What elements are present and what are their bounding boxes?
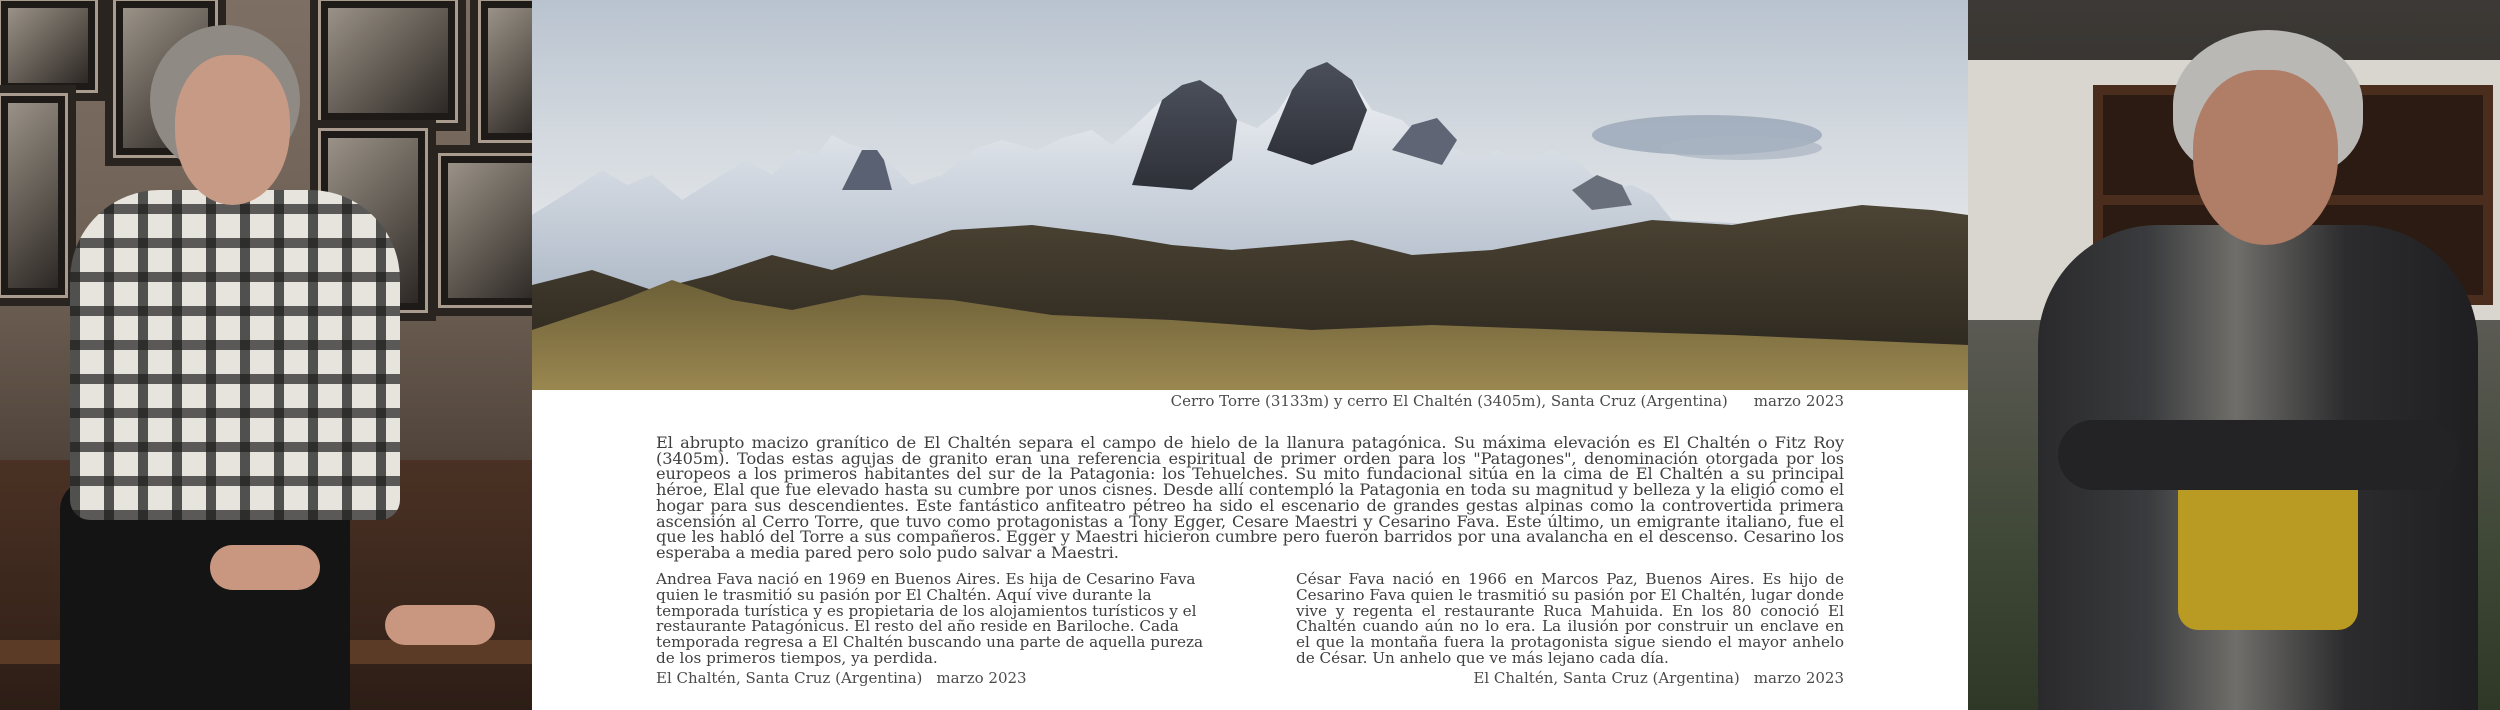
footer-right-credit — [1296, 669, 1844, 687]
footer-left-location: El Chaltén, Santa Cruz (Argentina) — [656, 669, 923, 687]
portrait-cesar-fava — [1968, 0, 2500, 710]
panorama-caption — [532, 392, 1844, 420]
bio-cesar-fava: César Fava nació en 1966 en Marcos Paz, Buenos Aires. Es hijo de Cesarino Fava quien le trasmitió su pasión por El Chaltén, lugar donde vive y regenta el restaurante Ruca Mahuida. En los 80 conoció El Chaltén cuando aún no lo era. La ilusión por construir un enclave en el que la montaña fuera la protagonista sigue siendo el mayor anhelo de César. Un anhelo que ve más lejano cada día. — [1296, 570, 1844, 667]
footer-right-date: marzo 2023 — [1753, 669, 1844, 687]
woman-hand — [385, 605, 495, 645]
mountain-panorama-photo — [532, 0, 1968, 390]
wall-picture-frame — [470, 0, 532, 151]
man-crossed-arms — [2058, 420, 2458, 490]
woman-plaid-shirt — [70, 190, 400, 520]
man-face — [2193, 70, 2338, 245]
bio-andrea-fava: Andrea Fava nació en 1969 en Buenos Aires. Es hija de Cesarino Fava quien le trasmitió su pasión por El Chaltén. Aquí vive durante la temporada turística y es propietaria de los alojamientos turísticos y el restaurante Patagónicus. El resto del año reside en Bariloche. Cada temporada regresa a El Chaltén buscando una parte de aquella pureza de los primeros tiempos, ya perdida. — [656, 570, 1204, 667]
footer-left-credit — [656, 669, 1027, 687]
panorama-caption-date: marzo 2023 — [1753, 392, 1844, 410]
footer-right-location: El Chaltén, Santa Cruz (Argentina) — [1473, 669, 1740, 687]
woman-face — [175, 55, 290, 205]
footer-left-date: marzo 2023 — [936, 669, 1027, 687]
wall-picture-frame — [310, 0, 466, 131]
wall-picture-frame — [430, 145, 532, 316]
portrait-andrea-fava — [0, 0, 532, 710]
intro-paragraph: El abrupto macizo granítico de El Chaltén separa el campo de hielo de la llanura patagónica. Su máxima elevación es El Chaltén o Fitz Roy (3405m). Todas estas agujas de granito eran una referencia espiritual de primer orden para los "Patagones", denominación otorgada por los europeos a los primeros habitantes del sur de la Patagonia: los Tehuelches. Su mito fundacional sitúa en la cima de El Chaltén a su principal héroe, Elal que fue elevado hasta su cumbre por unos cisnes. Desde allí contempló la Patagonia en toda su magnitud y belleza y la eligió como el hogar para sus descendientes. Este fantástico anfiteatro pétreo ha sido el escenario de grandes gestas alpinas como la controvertida primera ascensión al Cerro Torre, que tuvo como protagonistas a Tony Egger, Cesare Maestri y Cesarino Fava. Este último, un emigrante italiano, fue el que les habló del Torre a sus compañeros. Egger y Maestri hicieron cumbre pero fueron barridos por una avalancha en el descenso. Cesarino los esperaba a media pared pero solo pudo salvar a Maestri. — [656, 433, 1844, 562]
panorama-caption-text: Cerro Torre (3133m) y cerro El Chaltén (3405m), Santa Cruz (Argentina) — [1170, 392, 1728, 410]
mountain-illustration — [532, 0, 1968, 390]
woman-hand — [210, 545, 320, 590]
wall-picture-frame — [0, 85, 76, 306]
